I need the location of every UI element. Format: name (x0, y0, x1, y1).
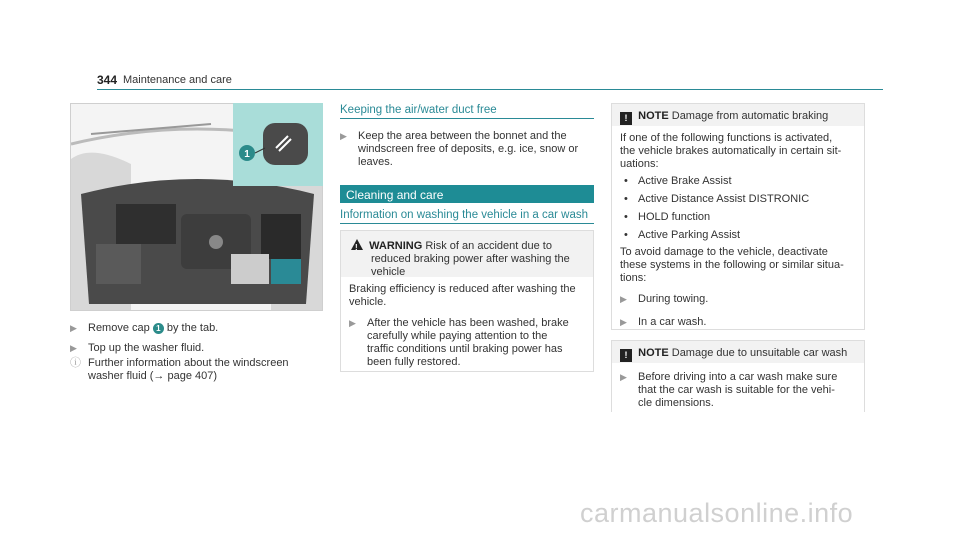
step-keep-area-free: ▶ Keep the area between the bonnet and the windscreen free of deposits, e.g. ice, snow or leaves. (340, 130, 579, 168)
info-icon: ⓘ (70, 357, 81, 369)
note-header: ! NOTE Damage from automatic braking (612, 104, 864, 126)
section-title-car-wash: Information on washing the vehicle in a car wash (340, 209, 589, 221)
header-rule (97, 89, 883, 90)
function-list (612, 171, 864, 242)
page-number: 344 (97, 73, 118, 87)
list-item: • Active Distance Assist DISTRONIC (624, 193, 810, 205)
section-rule (340, 118, 594, 119)
info-note: ⓘ Further information about the windscreen washer fluid (→ page 407) (70, 357, 289, 382)
list-item: • Active Brake Assist (624, 175, 732, 187)
warning-body: Braking efficiency is reduced after washing the vehicle. (349, 283, 576, 308)
step-arrow-icon: ▶ (70, 323, 77, 333)
svg-text:1: 1 (244, 149, 250, 160)
note-exclamation-icon: ! (620, 349, 632, 362)
note-exclamation-icon: ! (620, 112, 632, 125)
step-arrow-icon: ▶ (349, 318, 356, 328)
warning-triangle-icon (351, 239, 363, 250)
note-intro: If one of the following functions is activated, the vehicle brakes automatically in certain sit- uations: (620, 132, 842, 170)
warning-box (340, 230, 594, 372)
note-steps: ▶ During towing. ▶ In a car wash. (620, 293, 709, 328)
note-outro: To avoid damage to the vehicle, deactivate these systems in the following or similar situa- tions: (620, 246, 844, 284)
chapter-title: Maintenance and care (123, 74, 232, 86)
step-arrow-icon: ▶ (340, 131, 347, 141)
list-item: • Active Parking Assist (624, 229, 741, 241)
step-arrow-icon: ▶ (620, 317, 627, 327)
washer-cap-inset (233, 103, 323, 186)
section-rule (340, 223, 594, 224)
step-arrow-icon: ▶ (620, 372, 627, 382)
page-reference-link[interactable]: washer fluid (→ page 407) (88, 370, 218, 382)
note-box-automatic-braking (611, 103, 865, 330)
step-remove-cap: ▶ Remove cap 1 by the tab. (70, 322, 219, 334)
watermark-text: carmanualsonline.info (580, 498, 854, 528)
warning-header: ! WARNING Risk of an accident due to reduced braking power after washing the vehicle (341, 231, 593, 277)
list-item: • HOLD function (624, 211, 711, 223)
note-box-car-wash (611, 340, 865, 412)
step-arrow-icon: ▶ (70, 343, 77, 353)
callout-badge: 1 (153, 323, 164, 334)
step-arrow-icon: ▶ (620, 294, 627, 304)
section-title-air-duct: Keeping the air/water duct free (340, 104, 497, 116)
warning-step: ▶ After the vehicle has been washed, brake carefully while paying attention to the traffic conditions until braking power has been fully restored. (349, 317, 569, 368)
step-top-up: ▶ Top up the washer fluid. (70, 342, 205, 354)
chapter-bar-cleaning: Cleaning and care (340, 185, 594, 203)
note-header: ! NOTE Damage due to unsuitable car wash (612, 341, 864, 363)
note-step: ▶ Before driving into a car wash make sure that the car wash is suitable for the vehi- cle dimensions. (620, 371, 838, 409)
